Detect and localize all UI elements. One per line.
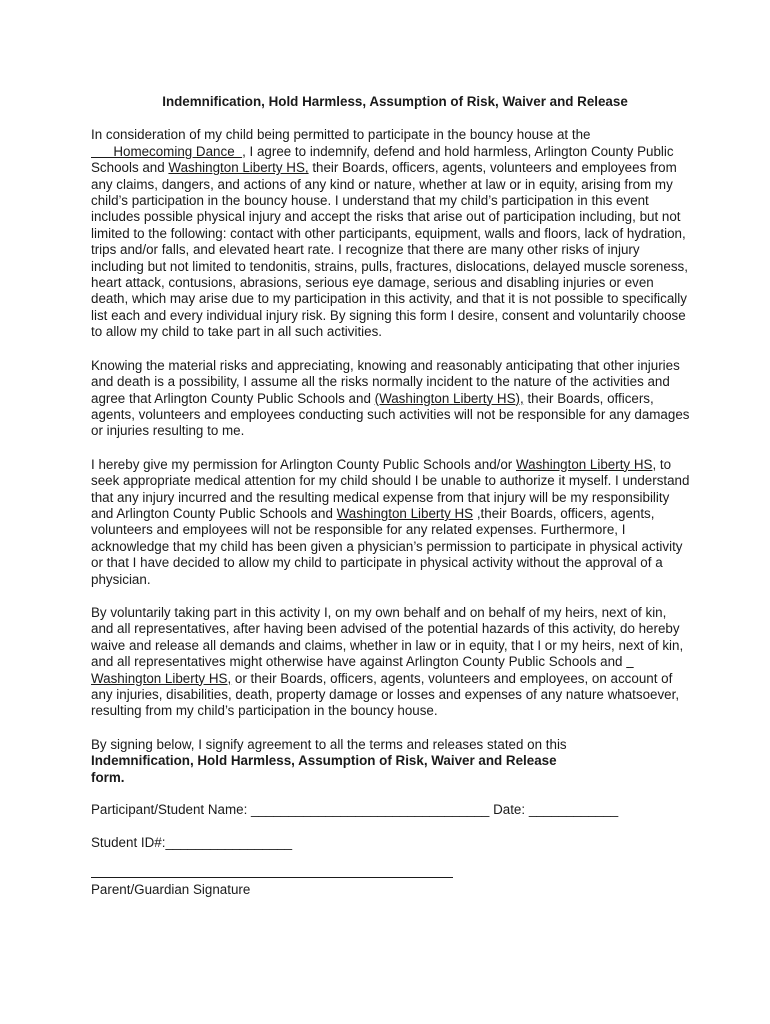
paragraph-assumption-of-risk	[91, 358, 691, 440]
participant-name-blank[interactable]: ________________________________	[251, 802, 490, 818]
text-segment: or their Boards, officers, agents, volunteers and employees, on account of any injuries, disabilities, death, property damage or losses and expenses of any nature whatsoever, resulting from my child’s participation in the bouncy house.	[91, 670, 680, 719]
student-id-label: Student ID#:	[91, 835, 166, 851]
text-segment: , I agree to indemnify, defend and hold harmless, Arlington County Public Schools and	[91, 143, 674, 176]
school-name: Washington Liberty HS	[336, 505, 474, 521]
text-segment: By signing below, I signify agreement to all the terms and releases stated on this	[91, 736, 567, 752]
text-segment: ,their Boards, officers, agents, volunteers and employees will not be responsible for any related expenses. Furthermore, I acknowledge that my child has been given a physician’s permission to participate in physical activity or that I have decided to allow my child to participate in physical activity without the approval of a physician.	[91, 505, 683, 587]
school-name: Washington Liberty HS,	[91, 654, 634, 686]
paragraph-waiver	[91, 605, 691, 720]
student-id-blank[interactable]: _________________	[165, 835, 293, 851]
text-segment: In consideration of my child being permitted to participate in the bouncy house at the	[91, 127, 591, 143]
signature-label: Parent/Guardian Signature	[91, 881, 251, 897]
document-title: Indemnification, Hold Harmless, Assumption of Risk, Waiver and Release	[162, 94, 628, 109]
date-label: Date:	[493, 802, 526, 818]
waiver-document	[91, 94, 691, 898]
school-name: (Washington Liberty HS),	[374, 390, 524, 406]
text-segment: , to seek appropriate medical attention for my child should I be unable to authorize it myself. I understand that any injury incurred and the resulting medical expense from that injury will be my responsibility and Arlington County Public Schools and	[91, 456, 690, 521]
text-segment: Knowing the material risks and appreciating, knowing and reasonably anticipating that other injuries and death is a possibility, I assume all the risks normally incident to the nature of the activities and agree that Arlington County Public Schools and	[91, 357, 680, 406]
student-id-field[interactable]	[91, 835, 691, 851]
date-blank[interactable]: ____________	[528, 802, 619, 818]
participant-name-label: Participant/Student Name:	[91, 802, 248, 818]
school-name: Washington Liberty HS,	[168, 160, 309, 176]
paragraph-agreement	[91, 737, 691, 786]
event-name: Homecoming Dance	[91, 143, 243, 159]
school-name: Washington Liberty HS	[516, 456, 653, 472]
paragraph-consideration	[91, 127, 691, 340]
paragraph-medical-permission	[91, 457, 691, 588]
form-name: Indemnification, Hold Harmless, Assumption of Risk, Waiver and Release form.	[91, 753, 557, 785]
text-segment: I hereby give my permission for Arlington County Public Schools and/or	[91, 456, 516, 472]
text-segment: By voluntarily taking part in this activity I, on my own behalf and on behalf of my heirs, next of kin, and all representatives, after having been advised of the potential hazards of this activity, do hereby waive and release all demands and claims, whether in law or in equity, that I or my heirs, next of kin, and all representatives might otherwise have against Arlington County Public Schools and	[91, 604, 684, 670]
text-segment: their Boards, officers, agents, volunteers and employees conducting such activities will not be responsible for any damages or injuries resulting to me.	[91, 390, 690, 439]
participant-name-field[interactable]	[91, 802, 691, 818]
text-segment: their Boards, officers, agents, volunteers and employees from any claims, dangers, and actions of any kind or nature, whether at law or in equity, arising from my child’s participation in the bouncy house. I understand that my child’s participation in this event includes possible physical injury and accept the risks that arise out of participation including, but not limited to the following: contact with other participants, equipment, walls and floors, lack of hydration, trips and/or falls, and elevated heart rate. I recognize that there are many other risks of injury including but not limited to tendonitis, strains, pulls, fractures, dislocations, delayed muscle soreness, heart attack, contusions, abrasions, serious eye damage, serious and disabling injuries or even death, which may arise due to my participation in this activity, and that it is not possible to specifically list each and every individual injury risk. By signing this form I desire, consent and voluntarily choose to allow my child to take part in all such activities.	[91, 160, 688, 340]
signature-line[interactable]	[91, 869, 453, 878]
